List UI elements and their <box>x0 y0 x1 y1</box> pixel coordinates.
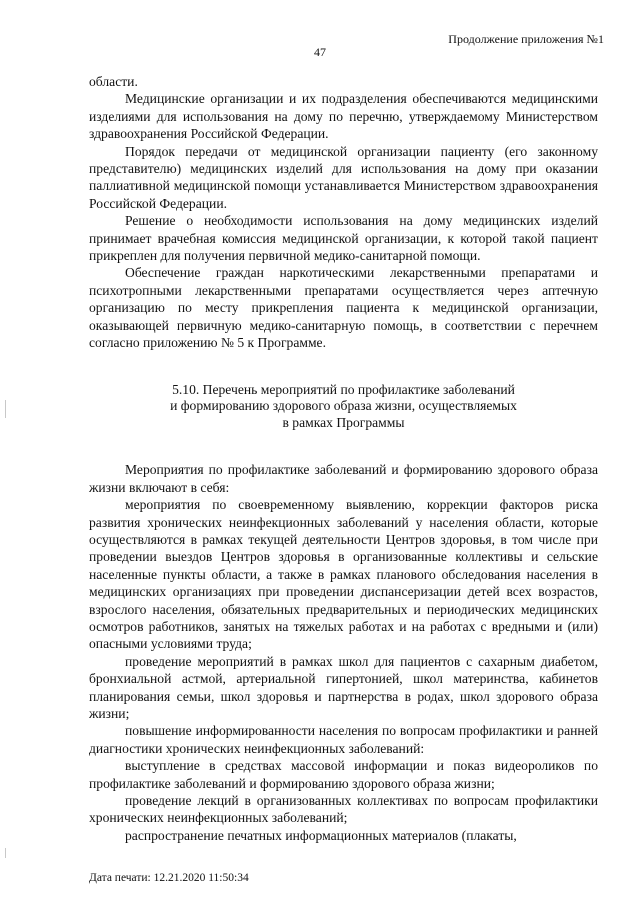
list-item: проведение лекций в организованных коллективах по вопросам профилактики хронических неинфекционных заболеваний; <box>89 793 598 826</box>
paragraph: Решение о необходимости использования на дому медицинских изделий принимает врачебная комиссия медицинской организации, к которой такой пациент прикреплен для получения первичной медико-санитарной помощи. <box>89 213 598 264</box>
print-date: Дата печати: 12.21.2020 11:50:34 <box>89 872 249 884</box>
section-heading-line: и формированию здорового образа жизни, осуществляемых <box>170 398 517 414</box>
section-heading <box>89 382 598 432</box>
paragraph: области. <box>89 74 138 89</box>
paragraph: Мероприятия по профилактике заболеваний и формированию здорового образа жизни включают в себя: <box>89 462 598 495</box>
scan-edge-mark <box>5 848 6 858</box>
paragraph: Порядок передачи от медицинской организации пациенту (его законному представителю) медицинских изделий для использования на дому при оказании паллиативной медицинской помощи устанавливается Министерством здравоохранения Российской Федерации. <box>89 143 598 211</box>
section-heading-line: 5.10. Перечень мероприятий по профилактике заболеваний <box>172 381 515 397</box>
section-heading-line: в рамках Программы <box>282 414 405 430</box>
paragraph: Медицинские организации и их подразделения обеспечиваются медицинскими изделиями для использования на дому по перечню, утверждаемому Министерством здравоохранения Российской Федерации. <box>89 91 598 142</box>
list-item: повышение информированности населения по вопросам профилактики и ранней диагностики хронических неинфекционных заболеваний: <box>89 723 598 756</box>
document-body <box>89 73 598 844</box>
scan-edge-mark <box>5 400 6 418</box>
list-item: мероприятия по своевременному выявлению, коррекции факторов риска развития хронических неинфекционных заболеваний у населения области, которые осуществляются в рамках текущей деятельности Центров здоровья, в том числе при проведении выездов Центров здоровья в организованные коллективы и сельские населенные пункты области, а также в рамках планового обследования населения в медицинских организациях при проведении диспансеризации детей всех возрастов, взрослого населения, обязательных предварительных и периодических медицинских осмотров работников, занятых на тяжелых работах и на работах с вредными и (или) опасными условиями труда; <box>89 497 598 652</box>
paragraph: Обеспечение граждан наркотическими лекарственными препаратами и психотропными лекарственными препаратами осуществляется через аптечную организацию по месту прикрепления пациента к медицинской организации, оказывающей первичную медико-санитарную помощь, в соответствии с перечнем согласно приложению № 5 к Программе. <box>89 265 598 351</box>
list-item: распространение печатных информационных материалов (плакаты, <box>125 827 517 843</box>
appendix-continuation-label: Продолжение приложения №1 <box>448 32 604 46</box>
list-item: проведение мероприятий в рамках школ для пациентов с сахарным диабетом, бронхиальной астмой, артериальной гипертонией, школ материнства, кабинетов планирования семьи, школ здоровья и партнерства в родах, школ здорового образа жизни; <box>89 653 598 721</box>
list-item: выступление в средствах массовой информации и показ видеороликов по профилактике заболеваний и формированию здорового образа жизни; <box>89 758 598 791</box>
page-number: 47 <box>314 45 326 59</box>
